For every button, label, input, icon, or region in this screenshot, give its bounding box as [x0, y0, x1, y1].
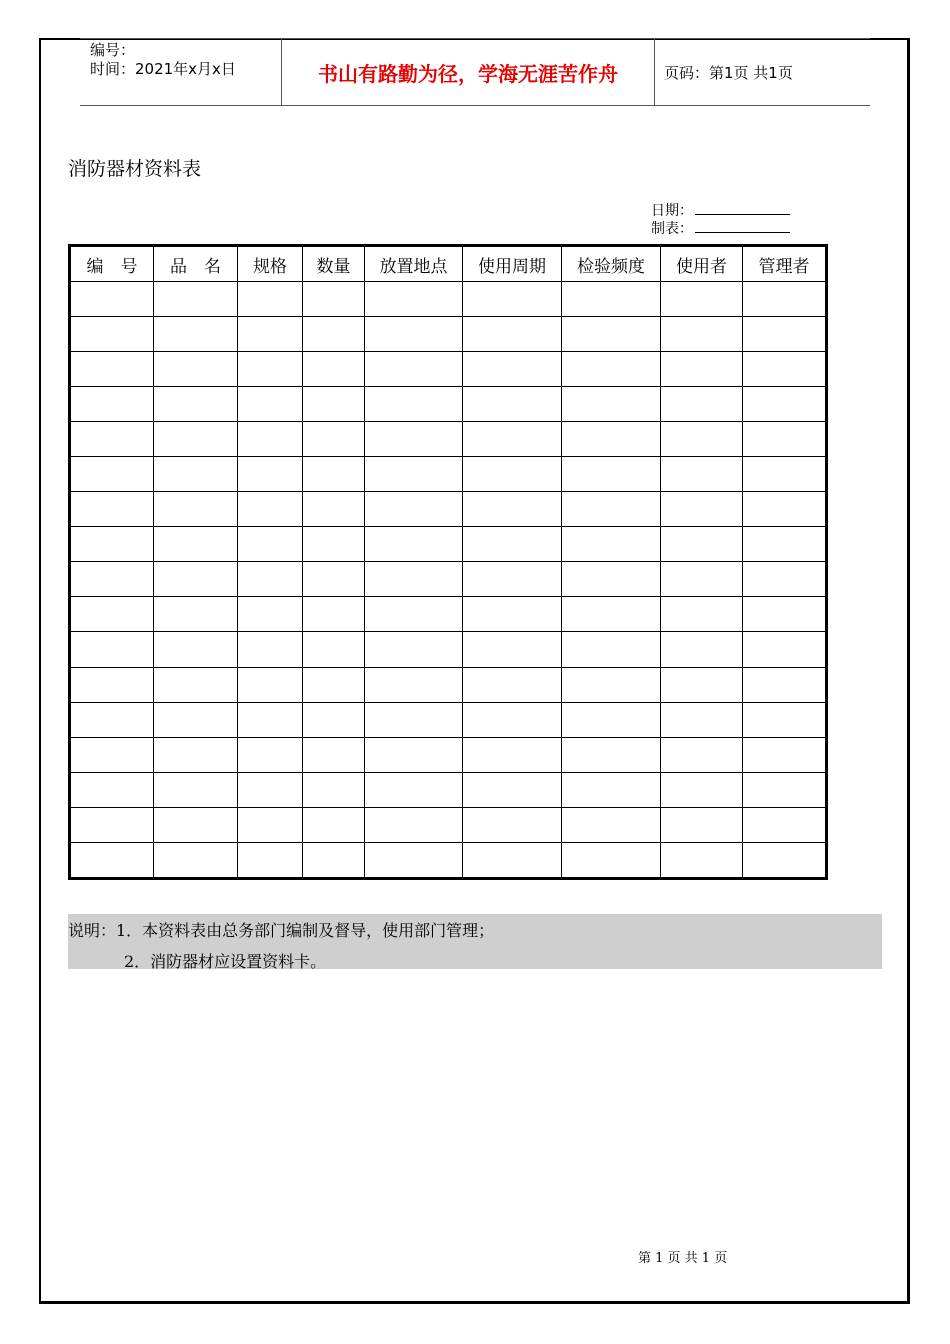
table-cell[interactable]: [70, 632, 154, 667]
table-cell[interactable]: [365, 772, 463, 807]
table-cell[interactable]: [463, 457, 562, 492]
table-cell[interactable]: [743, 737, 827, 772]
table-cell[interactable]: [743, 422, 827, 457]
table-cell[interactable]: [238, 772, 303, 807]
table-cell[interactable]: [463, 527, 562, 562]
date-blank-line: [695, 202, 790, 215]
table-cell[interactable]: [238, 457, 303, 492]
table-cell[interactable]: [365, 317, 463, 352]
table-cell[interactable]: [365, 667, 463, 702]
table-cell[interactable]: [743, 562, 827, 597]
table-row: [70, 807, 827, 842]
table-cell[interactable]: [562, 352, 661, 387]
table-cell[interactable]: [365, 632, 463, 667]
table-cell[interactable]: [562, 632, 661, 667]
table-row: [70, 667, 827, 702]
table-row: [70, 317, 827, 352]
table-cell[interactable]: [303, 562, 365, 597]
document-number-label: 编号：: [90, 41, 136, 59]
table-cell[interactable]: [154, 667, 238, 702]
table-cell[interactable]: [463, 597, 562, 632]
table-cell[interactable]: [463, 807, 562, 842]
table-row: [70, 597, 827, 632]
table-row: [70, 842, 827, 878]
document-time-label: 时间：2021年x月x日: [90, 60, 236, 78]
table-cell[interactable]: [70, 317, 154, 352]
table-cell[interactable]: [238, 387, 303, 422]
table-cell[interactable]: [238, 737, 303, 772]
table-cell[interactable]: [154, 317, 238, 352]
table-cell[interactable]: [154, 632, 238, 667]
table-cell[interactable]: [154, 457, 238, 492]
table-cell[interactable]: [743, 772, 827, 807]
table-cell[interactable]: [238, 352, 303, 387]
maker-field: [651, 218, 790, 238]
table-cell[interactable]: [661, 667, 743, 702]
table-cell[interactable]: [303, 352, 365, 387]
table-cell[interactable]: [365, 387, 463, 422]
table-cell[interactable]: [661, 597, 743, 632]
note-line-2: 2．消防器材应设置资料卡。: [124, 952, 327, 971]
table-cell[interactable]: [238, 492, 303, 527]
table-cell[interactable]: [303, 387, 365, 422]
col-header-usage-period: 使用周期: [463, 246, 562, 282]
table-cell[interactable]: [661, 807, 743, 842]
col-header-number: 编 号: [70, 246, 154, 282]
note-line-1: 说明：1．本资料表由总务部门编制及督导，使用部门管理；: [68, 921, 495, 940]
table-cell[interactable]: [365, 492, 463, 527]
table-cell[interactable]: [562, 702, 661, 737]
table-row: [70, 632, 827, 667]
header-divider-right: [654, 38, 655, 105]
table-cell[interactable]: [463, 562, 562, 597]
table-cell[interactable]: [365, 527, 463, 562]
table-cell[interactable]: [365, 737, 463, 772]
table-body: [70, 282, 827, 879]
col-header-user: 使用者: [661, 246, 743, 282]
table-cell[interactable]: [238, 562, 303, 597]
table-cell[interactable]: [154, 807, 238, 842]
table-cell[interactable]: [463, 317, 562, 352]
table-cell[interactable]: [238, 842, 303, 878]
table-cell[interactable]: [238, 527, 303, 562]
table-cell[interactable]: [70, 667, 154, 702]
date-field: [651, 200, 790, 220]
table-cell[interactable]: [70, 282, 154, 317]
table-cell[interactable]: [303, 527, 365, 562]
table-cell[interactable]: [303, 807, 365, 842]
table-cell[interactable]: [365, 702, 463, 737]
table-cell[interactable]: [661, 772, 743, 807]
table-cell[interactable]: [562, 492, 661, 527]
table-cell[interactable]: [70, 842, 154, 878]
table-cell[interactable]: [463, 737, 562, 772]
table-cell[interactable]: [70, 772, 154, 807]
table-cell[interactable]: [562, 422, 661, 457]
table-cell[interactable]: [70, 737, 154, 772]
table-cell[interactable]: [661, 422, 743, 457]
table-cell[interactable]: [70, 492, 154, 527]
table-cell[interactable]: [562, 527, 661, 562]
table-cell[interactable]: [562, 457, 661, 492]
table-row: [70, 282, 827, 317]
table-cell[interactable]: [562, 737, 661, 772]
table-cell[interactable]: [463, 702, 562, 737]
table-row: [70, 527, 827, 562]
table-cell[interactable]: [70, 352, 154, 387]
table-cell[interactable]: [154, 492, 238, 527]
table-cell[interactable]: [463, 667, 562, 702]
table-row: [70, 492, 827, 527]
table-cell[interactable]: [238, 632, 303, 667]
table-cell[interactable]: [70, 562, 154, 597]
table-cell[interactable]: [154, 737, 238, 772]
table-cell[interactable]: [154, 562, 238, 597]
table-cell[interactable]: [154, 527, 238, 562]
table-cell[interactable]: [365, 457, 463, 492]
table-cell[interactable]: [154, 842, 238, 878]
table-cell[interactable]: [743, 352, 827, 387]
table-cell[interactable]: [743, 632, 827, 667]
table-cell[interactable]: [303, 317, 365, 352]
table-cell[interactable]: [743, 807, 827, 842]
document-title: 消防器材资料表: [68, 158, 202, 180]
col-header-quantity: 数量: [303, 246, 365, 282]
table-cell[interactable]: [661, 562, 743, 597]
table-cell[interactable]: [154, 597, 238, 632]
table-cell[interactable]: [463, 772, 562, 807]
table-cell[interactable]: [70, 597, 154, 632]
table-row: [70, 702, 827, 737]
table-cell[interactable]: [463, 387, 562, 422]
table-cell[interactable]: [238, 597, 303, 632]
table-cell[interactable]: [303, 772, 365, 807]
table-cell[interactable]: [365, 842, 463, 878]
page-code-label: 页码：第1页 共1页: [664, 64, 793, 82]
table-cell[interactable]: [743, 702, 827, 737]
table-cell[interactable]: [743, 387, 827, 422]
table-cell[interactable]: [70, 457, 154, 492]
table-row: [70, 457, 827, 492]
table-cell[interactable]: [463, 492, 562, 527]
table-cell[interactable]: [661, 317, 743, 352]
header-bottom-rule: [80, 105, 870, 106]
table-cell[interactable]: [303, 737, 365, 772]
col-header-spec: 规格: [238, 246, 303, 282]
table-cell[interactable]: [303, 667, 365, 702]
table-cell[interactable]: [562, 807, 661, 842]
table-cell[interactable]: [238, 702, 303, 737]
table-cell[interactable]: [303, 842, 365, 878]
header-motto: 书山有路勤为径，学海无涯苦作舟: [318, 62, 618, 86]
table-cell[interactable]: [743, 317, 827, 352]
table-cell[interactable]: [661, 527, 743, 562]
table-row: [70, 422, 827, 457]
table-cell[interactable]: [238, 807, 303, 842]
table-cell[interactable]: [70, 527, 154, 562]
col-header-name: 品 名: [154, 246, 238, 282]
table-row: [70, 387, 827, 422]
table-cell[interactable]: [365, 807, 463, 842]
table-cell[interactable]: [661, 352, 743, 387]
table-cell[interactable]: [303, 492, 365, 527]
table-cell[interactable]: [661, 387, 743, 422]
table-cell[interactable]: [303, 422, 365, 457]
table-cell[interactable]: [562, 772, 661, 807]
table-cell[interactable]: [562, 317, 661, 352]
table-header-row: [70, 246, 827, 282]
table-cell[interactable]: [303, 702, 365, 737]
table-cell[interactable]: [154, 772, 238, 807]
table-cell[interactable]: [70, 387, 154, 422]
table-cell[interactable]: [743, 492, 827, 527]
table-cell[interactable]: [463, 352, 562, 387]
date-label: 日期：: [651, 203, 693, 219]
table-cell[interactable]: [743, 527, 827, 562]
table-cell[interactable]: [154, 282, 238, 317]
table-cell[interactable]: [743, 842, 827, 878]
equipment-table: [68, 244, 828, 880]
col-header-manager: 管理者: [743, 246, 827, 282]
table-cell[interactable]: [562, 387, 661, 422]
table-cell[interactable]: [154, 702, 238, 737]
table-cell[interactable]: [303, 457, 365, 492]
table-cell[interactable]: [463, 422, 562, 457]
table-cell[interactable]: [303, 282, 365, 317]
notes-block: [68, 914, 882, 969]
table-cell[interactable]: [661, 282, 743, 317]
col-header-location: 放置地点: [365, 246, 463, 282]
table-cell[interactable]: [70, 807, 154, 842]
table-cell[interactable]: [743, 667, 827, 702]
table-row: [70, 737, 827, 772]
table-cell[interactable]: [365, 597, 463, 632]
table-cell[interactable]: [463, 282, 562, 317]
table-cell[interactable]: [661, 842, 743, 878]
table-cell[interactable]: [238, 317, 303, 352]
col-header-inspection-frequency: 检验频度: [562, 246, 661, 282]
maker-label: 制表：: [651, 221, 693, 237]
table-cell[interactable]: [365, 562, 463, 597]
table-cell[interactable]: [238, 422, 303, 457]
table-cell[interactable]: [238, 282, 303, 317]
table-row: [70, 352, 827, 387]
table-cell[interactable]: [70, 422, 154, 457]
table-row: [70, 562, 827, 597]
table-cell[interactable]: [562, 667, 661, 702]
page-footer: 第 1 页 共 1 页: [638, 1251, 728, 1266]
table-cell[interactable]: [661, 492, 743, 527]
table-row: [70, 772, 827, 807]
table-cell[interactable]: [743, 457, 827, 492]
table-cell[interactable]: [463, 632, 562, 667]
header-top-rule: [80, 38, 870, 39]
table-cell[interactable]: [562, 562, 661, 597]
table-cell[interactable]: [303, 632, 365, 667]
table-cell[interactable]: [661, 737, 743, 772]
table-cell[interactable]: [463, 842, 562, 878]
table-cell[interactable]: [238, 667, 303, 702]
table-cell[interactable]: [661, 702, 743, 737]
table-cell[interactable]: [743, 282, 827, 317]
table-cell[interactable]: [154, 352, 238, 387]
table-cell[interactable]: [661, 457, 743, 492]
table-cell[interactable]: [154, 387, 238, 422]
table-cell[interactable]: [154, 422, 238, 457]
maker-blank-line: [695, 220, 790, 233]
table-cell[interactable]: [365, 422, 463, 457]
table-cell[interactable]: [743, 597, 827, 632]
table-cell[interactable]: [661, 632, 743, 667]
table-cell[interactable]: [303, 597, 365, 632]
table-cell[interactable]: [365, 282, 463, 317]
table-cell[interactable]: [562, 597, 661, 632]
table-cell[interactable]: [562, 282, 661, 317]
table-cell[interactable]: [365, 352, 463, 387]
table-cell[interactable]: [562, 842, 661, 878]
table-cell[interactable]: [70, 702, 154, 737]
